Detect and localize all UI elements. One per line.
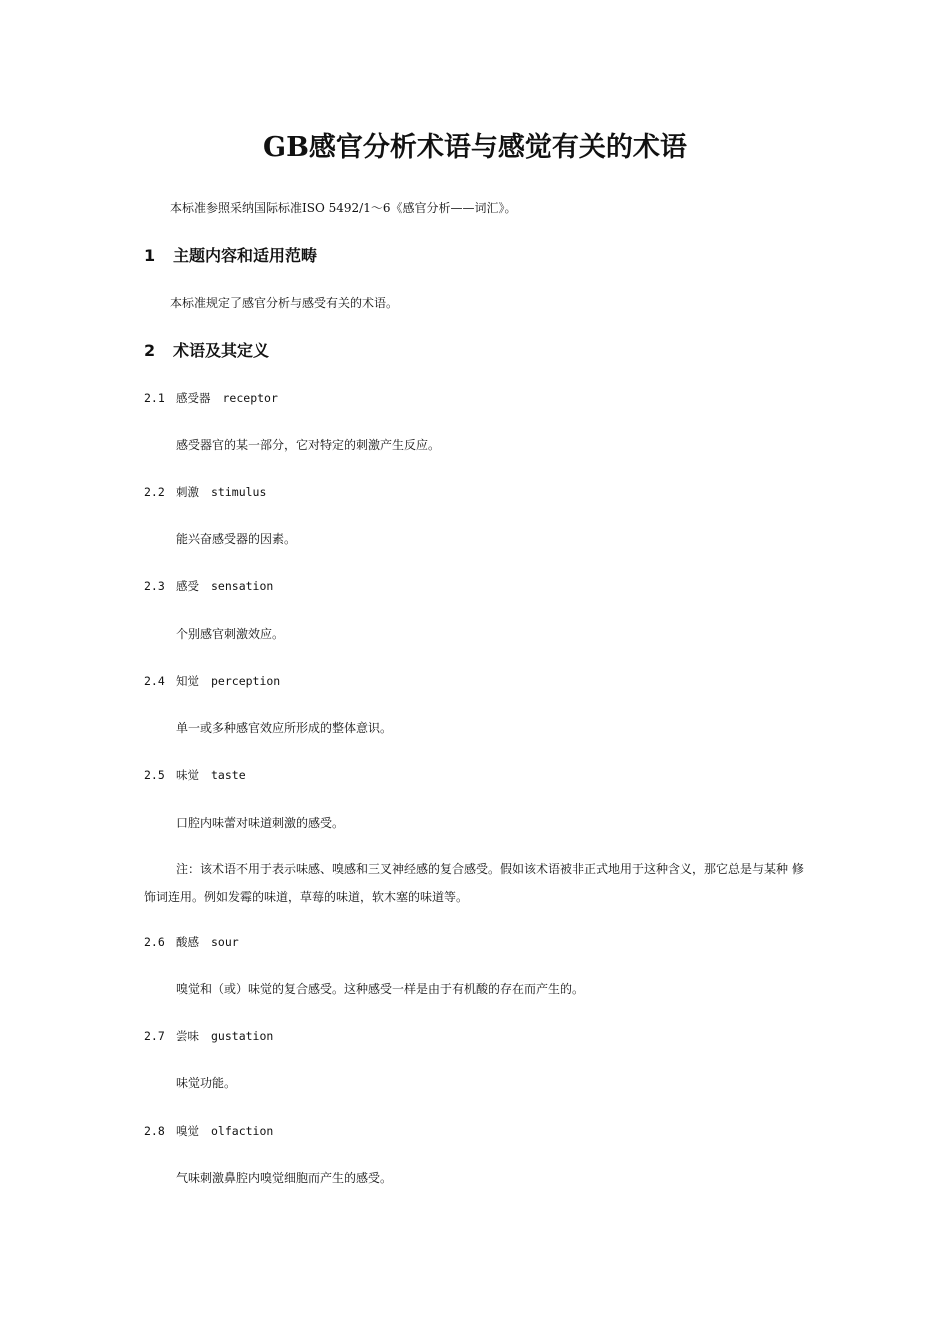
- term-chinese: 酸感: [176, 935, 199, 949]
- term-note: 注：该术语不用于表示味感、嗅感和三叉神经感的复合感受。假如该术语被非正式地用于这种含义，那它总是与某种 修饰词连用。例如发霉的味道，草莓的味道，软木塞的味道等。: [144, 862, 804, 904]
- term-heading: [144, 389, 278, 407]
- term-definition: 嗅觉和（或）味觉的复合感受。这种感受一样是由于有机酸的存在而产生的。: [176, 982, 585, 996]
- section-2-number: 2: [144, 341, 156, 360]
- term-chinese: 嗅觉: [176, 1124, 199, 1138]
- term-chinese: 味觉: [176, 768, 199, 782]
- term-definition: 口腔内味蕾对味道刺激的感受。: [176, 816, 345, 830]
- section-1-heading: [144, 244, 317, 268]
- term-number: 2.2: [144, 485, 165, 499]
- term-definition: 感受器官的某一部分，它对特定的刺激产生反应。: [176, 438, 441, 452]
- term-heading: [144, 1122, 273, 1140]
- term-heading: [144, 766, 246, 784]
- section-1-number: 1: [144, 246, 156, 265]
- term-number: 2.3: [144, 579, 165, 593]
- term-chinese: 刺激: [176, 485, 199, 499]
- term-definition: 气味刺激鼻腔内嗅觉细胞而产生的感受。: [176, 1171, 393, 1185]
- term-heading: [144, 483, 266, 501]
- term-number: 2.4: [144, 674, 165, 688]
- term-definition: 单一或多种感官效应所形成的整体意识。: [176, 721, 393, 735]
- term-number: 2.8: [144, 1124, 165, 1138]
- term-english: gustation: [211, 1029, 274, 1043]
- section-1-title: 主题内容和适用范畴: [173, 246, 318, 265]
- term-english: taste: [211, 768, 246, 782]
- intro-paragraph: 本标准参照采纳国际标准ISO 5492/1～6《感官分析——词汇》。: [170, 201, 517, 215]
- term-english: receptor: [222, 391, 278, 405]
- term-chinese: 感受: [176, 579, 199, 593]
- section-2-title: 术语及其定义: [173, 341, 270, 360]
- term-definition: 味觉功能。: [176, 1076, 237, 1090]
- term-english: perception: [211, 674, 281, 688]
- section-2-heading: [144, 339, 269, 363]
- section-1-body: 本标准规定了感官分析与感受有关的术语。: [170, 296, 399, 310]
- term-chinese: 尝味: [176, 1029, 199, 1043]
- term-definition: 能兴奋感受器的因素。: [176, 532, 297, 546]
- term-english: sour: [211, 935, 239, 949]
- document-title: GB感官分析术语与感觉有关的术语: [263, 132, 687, 163]
- term-english: sensation: [211, 579, 274, 593]
- term-number: 2.7: [144, 1029, 165, 1043]
- term-definition: 个别感官刺激效应。: [176, 627, 285, 641]
- term-heading: [144, 672, 280, 690]
- term-heading: [144, 577, 273, 595]
- term-number: 2.6: [144, 935, 165, 949]
- term-number: 2.1: [144, 391, 165, 405]
- term-number: 2.5: [144, 768, 165, 782]
- term-english: stimulus: [211, 485, 267, 499]
- term-chinese: 感受器: [176, 391, 211, 405]
- term-chinese: 知觉: [176, 674, 199, 688]
- term-heading: [144, 1027, 273, 1045]
- term-english: olfaction: [211, 1124, 274, 1138]
- term-heading: [144, 933, 239, 951]
